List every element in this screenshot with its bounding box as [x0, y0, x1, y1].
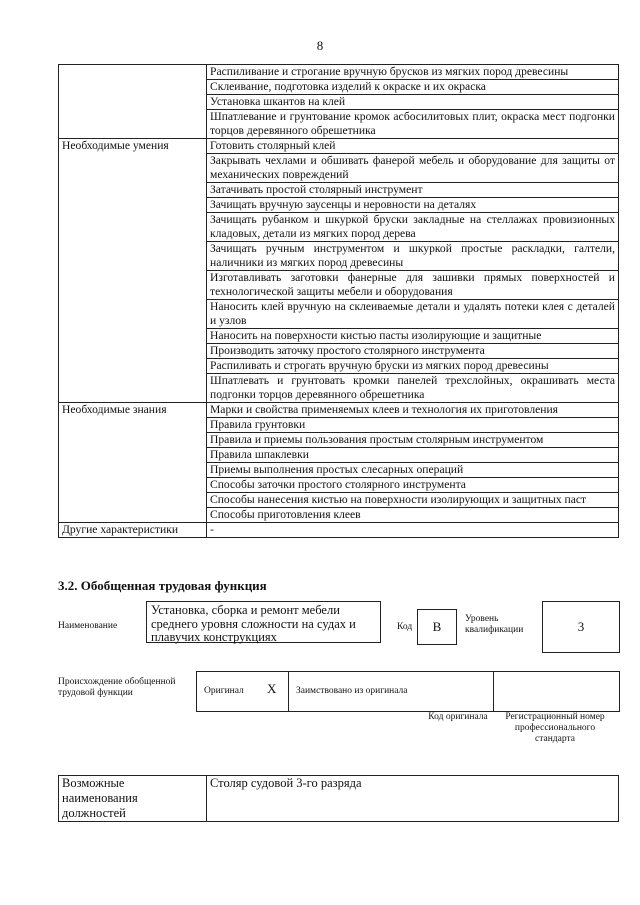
origin-box	[196, 671, 620, 712]
positions-value: Столяр судовой 3-го разряда	[207, 776, 619, 822]
original-text: Оригинал	[204, 686, 244, 696]
positions-table	[58, 775, 619, 822]
table-cell: Шпатлевать и грунтовать кромки панелей трехслойных, окрашивать места подгонки торцов деревянного обрешетника	[207, 374, 619, 403]
origin-borrowed-cell	[288, 672, 494, 711]
table-cell: -	[207, 523, 619, 538]
table-cell: Приемы выполнения простых слесарных операций	[207, 463, 619, 478]
table-cell: Марки и свойства применяемых клеев и технология их приготовления	[207, 403, 619, 418]
original-mark: Х	[267, 681, 277, 696]
table-cell: Готовить столярный клей	[207, 139, 619, 154]
qualification-level-label: Уровень квалификации	[465, 614, 524, 635]
table-cell: Наносить на поверхности кистью пасты изолирующие и защитные	[207, 329, 619, 344]
table-row	[59, 65, 619, 80]
positions-label: Возможные наименования должностей	[59, 776, 207, 822]
table-cell: Распиливать и строгать вручную бруски из мягких пород древесины	[207, 359, 619, 374]
table-cell: Зачищать вручную заусенцы и неровности на деталях	[207, 198, 619, 213]
code-value: В	[417, 609, 457, 645]
origin-original-cell	[197, 672, 289, 711]
table-cell: Способы заточки простого столярного инструмента	[207, 478, 619, 493]
positions-row	[59, 776, 619, 822]
page-number: 8	[316, 38, 324, 53]
table-cell: Распиливание и строгание вручную брусков из мягких пород древесины	[207, 65, 619, 80]
table-cell: Способы приготовления клеев	[207, 508, 619, 523]
row-group-label	[59, 65, 207, 139]
table-cell: Правила и приемы пользования простым столярным инструментом	[207, 433, 619, 448]
function-name-value: Установка, сборка и ремонт мебели среднего уровня сложности на судах и плавучих конструкциях	[146, 601, 381, 643]
row-group-label: Другие характеристики	[59, 523, 207, 538]
table-cell: Склеивание, подготовка изделий к окраске и их окраска	[207, 80, 619, 95]
table-cell: Зачищать рубанком и шкуркой бруски закладные на стеллажах провизионных кладовых, детали из мягких пород дерева	[207, 213, 619, 242]
row-group-label: Необходимые знания	[59, 403, 207, 523]
registration-number-label: Регистрационный номер профессионального стандарта	[505, 712, 605, 744]
table-cell: Изготавливать заготовки фанерные для зашивки прямых поверхностей и технологической защиты мебели и оборудования	[207, 271, 619, 300]
table-cell: Наносить клей вручную на склеиваемые детали и удалять потеки клея с деталей и узлов	[207, 300, 619, 329]
table-row	[59, 523, 619, 538]
qualification-level-value: 3	[542, 601, 620, 653]
table-cell: Производить заточку простого столярного инструмента	[207, 344, 619, 359]
table-cell: Зачищать ручным инструментом и шкуркой простые раскладки, галтели, наличники из мягких пород древесины	[207, 242, 619, 271]
table-cell: Правила шпаклевки	[207, 448, 619, 463]
origin-label: Происхождение обобщенной трудовой функции	[58, 677, 176, 698]
table-cell: Закрывать чехлами и обшивать фанерой мебель и оборудование для защиты от механических повреждений	[207, 154, 619, 183]
row-group-label: Необходимые умения	[59, 139, 207, 403]
skills-knowledge-table	[58, 64, 619, 538]
table-row	[59, 403, 619, 418]
section-title: 3.2. Обобщенная трудовая функция	[58, 578, 267, 593]
table-cell: Правила грунтовки	[207, 418, 619, 433]
table-cell: Установка шкантов на клей	[207, 95, 619, 110]
borrowed-text: Заимствовано из оригинала	[296, 686, 408, 696]
code-original-label: Код оригинала	[428, 712, 488, 722]
table-cell: Затачивать простой столярный инструмент	[207, 183, 619, 198]
name-label: Наименование	[58, 621, 118, 631]
table-row	[59, 139, 619, 154]
table-cell: Способы нанесения кистью на поверхности изолирующих и защитных паст	[207, 493, 619, 508]
code-label: Код	[397, 622, 413, 632]
table-cell: Шпатлевание и грунтование кромок асбосилитовых плит, окраска мест подгонки торцов деревянного обрешетника	[207, 110, 619, 139]
